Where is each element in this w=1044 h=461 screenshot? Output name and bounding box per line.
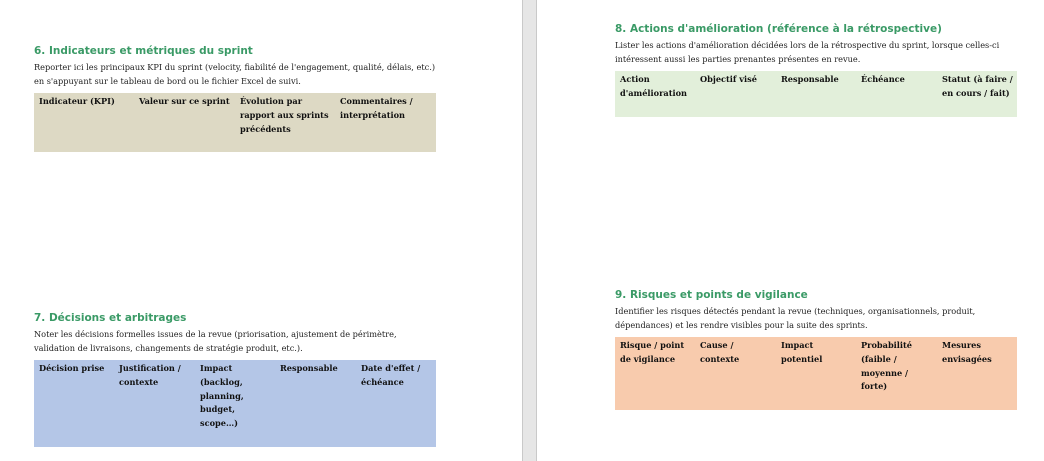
table-cell[interactable]: [134, 136, 235, 152]
table-cell[interactable]: [776, 394, 856, 410]
table-header-cell: Indicateur (KPI): [34, 93, 134, 136]
table-header-cell: Commentaires / interprétation: [335, 93, 436, 136]
table-cell[interactable]: [695, 101, 776, 117]
table-cell[interactable]: [235, 136, 335, 152]
section-description: Noter les décisions formelles issues de la revue (priorisation, ajustement de périmètre, validation de livraisons, changements de stratégie produit, etc.).: [34, 329, 397, 353]
section-heading: 7. Décisions et arbitrages: [34, 312, 187, 324]
decisions-table[interactable]: [34, 360, 436, 447]
risks-table[interactable]: [615, 337, 1017, 410]
actions-table[interactable]: [615, 71, 1017, 117]
table-header-cell: Décision prise: [34, 360, 114, 431]
table-cell[interactable]: [275, 431, 356, 447]
table-header-row: [34, 360, 436, 431]
table-header-cell: Cause / contexte: [695, 337, 776, 394]
table-row[interactable]: [34, 136, 436, 152]
table-cell[interactable]: [776, 101, 856, 117]
table-cell[interactable]: [34, 431, 114, 447]
table-cell[interactable]: [195, 431, 275, 447]
table-row[interactable]: [615, 394, 1017, 410]
section-description: Reporter ici les principaux KPI du sprint (velocity, fiabilité de l'engagement, qualité, délais, etc.) en s'appuyant sur le tableau de bord ou le fichier Excel de suivi.: [34, 62, 436, 86]
table-header-cell: Probabilité (faible / moyenne / forte): [856, 337, 937, 394]
table-header-cell: Mesures envisagées: [937, 337, 1017, 394]
table-cell[interactable]: [335, 136, 436, 152]
table-header-row: [34, 93, 436, 136]
table-header-cell: Responsable: [275, 360, 356, 431]
section-heading: 9. Risques et points de vigilance: [615, 289, 808, 301]
page-gutter: [522, 0, 537, 461]
table-cell[interactable]: [114, 431, 195, 447]
table-header-cell: Impact potentiel: [776, 337, 856, 394]
table-cell[interactable]: [356, 431, 436, 447]
section-decisions: [34, 312, 436, 447]
table-cell[interactable]: [856, 394, 937, 410]
table-header-cell: Responsable: [776, 71, 856, 101]
section-actions-amelioration: [615, 23, 1017, 117]
table-header-cell: Objectif visé: [695, 71, 776, 101]
table-cell[interactable]: [34, 136, 134, 152]
section-heading: 6. Indicateurs et métriques du sprint: [34, 45, 253, 57]
table-header-cell: Échéance: [856, 71, 937, 101]
table-cell[interactable]: [615, 394, 695, 410]
table-header-row: [615, 337, 1017, 394]
section-description: Lister les actions d'amélioration décidées lors de la rétrospective du sprint, lorsque celles-ci intéressent aussi les parties prenantes présentes en revue.: [615, 40, 1000, 64]
table-header-cell: Action d'amélioration: [615, 71, 695, 101]
table-header-row: [615, 71, 1017, 101]
table-header-cell: Risque / point de vigilance: [615, 337, 695, 394]
table-header-cell: Impact (backlog, planning, budget, scope…): [195, 360, 275, 431]
table-header-cell: Valeur sur ce sprint: [134, 93, 235, 136]
table-header-cell: Date d'effet / échéance: [356, 360, 436, 431]
table-header-cell: Évolution par rapport aux sprints précédents: [235, 93, 335, 136]
table-cell[interactable]: [856, 101, 937, 117]
table-cell[interactable]: [937, 101, 1017, 117]
table-row[interactable]: [615, 101, 1017, 117]
section-heading: 8. Actions d'amélioration (référence à la rétrospective): [615, 23, 942, 35]
section-risques: [615, 289, 1017, 410]
table-header-cell: Justification / contexte: [114, 360, 195, 431]
table-row[interactable]: [34, 431, 436, 447]
table-cell[interactable]: [615, 101, 695, 117]
table-cell[interactable]: [937, 394, 1017, 410]
section-description: Identifier les risques détectés pendant la revue (techniques, organisationnels, produit, dépendances) et les rendre visibles pour la suite des sprints.: [615, 306, 976, 330]
table-cell[interactable]: [695, 394, 776, 410]
kpi-table[interactable]: [34, 93, 436, 152]
document-page-right: [537, 0, 1044, 461]
section-indicateurs: [34, 45, 436, 152]
table-header-cell: Statut (à faire / en cours / fait): [937, 71, 1017, 101]
